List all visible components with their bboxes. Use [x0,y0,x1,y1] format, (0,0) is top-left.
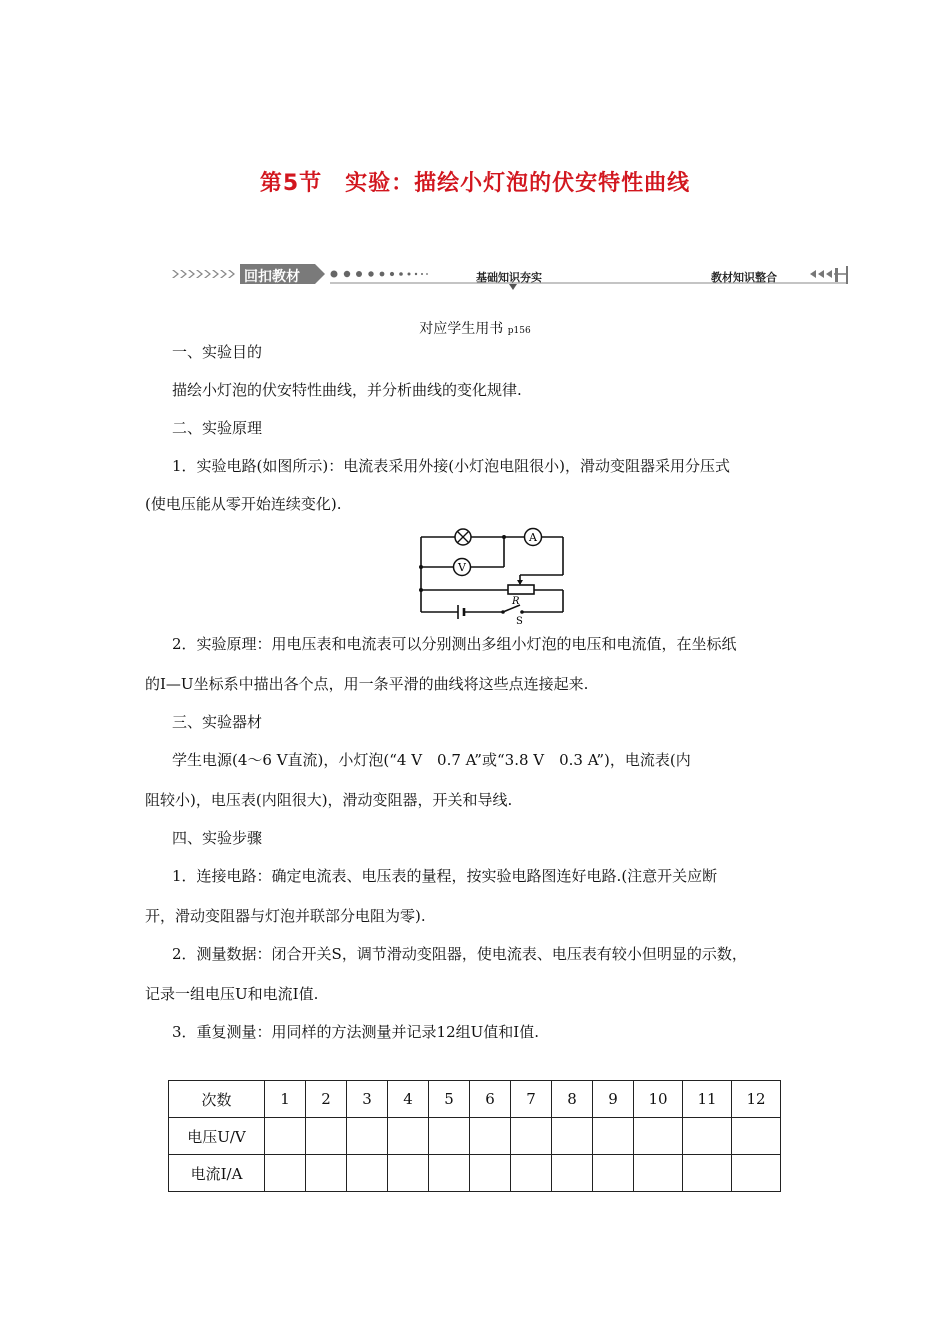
paragraph: 3．重复测量：用同样的方法测量并记录12组U值和I值. [172,1023,539,1041]
section-heading: 三、实验器材 [172,713,263,731]
table-header-cell: 6 [470,1081,511,1118]
paragraph: 2．实验原理：用电压表和电流表可以分别测出多组小灯泡的电压和电流值，在坐标纸 [172,635,737,653]
paragraph: 阻较小)，电压表(内阻很大)，滑动变阻器，开关和导线. [145,791,513,809]
banner-main-label: 回扣教材 [244,269,300,285]
reference-line [0,318,950,338]
row-label-voltage: 电压U/V [169,1118,265,1155]
paragraph: 开，滑动变阻器与灯泡并联部分电阻为零). [145,907,426,925]
table-header-cell: 12 [732,1081,781,1118]
table-header-cell: 11 [683,1081,732,1118]
lamp-icon [455,529,471,545]
table-header-cell: 8 [552,1081,593,1118]
paragraph: 1．连接电路：确定电流表、电压表的量程，按实验电路图连好电路.(注意开关应断 [172,867,718,885]
paragraph: 记录一组电压U和电流I值. [145,985,319,1003]
rheostat-label: R [512,596,520,607]
section-heading: 四、实验步骤 [172,829,263,847]
table-header-cell: 5 [429,1081,470,1118]
table-header-cell: 9 [593,1081,634,1118]
table-header-cell: 4 [388,1081,429,1118]
table-row-current [169,1155,781,1192]
table-header-cell: 7 [511,1081,552,1118]
table-header-cell: 次数 [169,1081,265,1118]
paragraph: 2．测量数据：闭合开关S，调节滑动变阻器，使电流表、电压表有较小但明显的示数， [172,945,747,963]
banner-middle-label: 基础知识夯实 [476,271,542,284]
circuit-diagram [408,526,568,627]
paragraph: 描绘小灯泡的伏安特性曲线，并分析曲线的变化规律. [172,381,522,399]
section-banner [170,262,850,292]
table-header-cell: 10 [634,1081,683,1118]
page-title: 第5节 实验：描绘小灯泡的伏安特性曲线 [259,171,691,196]
table-row-voltage [169,1118,781,1155]
banner-right-label: 教材知识整合 [711,271,777,284]
paragraph: (使电压能从零开始连续变化). [145,495,342,513]
table-header-cell: 1 [265,1081,306,1118]
ammeter-label: A [529,531,537,544]
data-table [168,1080,781,1192]
voltmeter-label: V [458,561,466,574]
paragraph: 的I—U坐标系中描出各个点，用一条平滑的曲线将这些点连接起来. [145,675,589,693]
ammeter-icon [525,529,542,546]
table-header-cell: 2 [306,1081,347,1118]
table-header-row [169,1081,781,1118]
row-label-current: 电流I/A [169,1155,265,1192]
switch-label: S [516,616,523,627]
paragraph: 1．实验电路(如图所示)：电流表采用外接(小灯泡电阻很小)，滑动变阻器采用分压式 [172,457,730,475]
reference-page: p156 [507,326,531,336]
reference-text: 对应学生用书 [419,321,504,337]
section-heading: 一、实验目的 [172,343,263,361]
arrow-left-icon [810,270,832,278]
table-header-cell: 3 [347,1081,388,1118]
dot-trail-icon [331,271,428,278]
arrow-chevrons-icon [172,270,235,278]
voltmeter-icon [454,559,471,576]
section-heading: 二、实验原理 [172,419,263,437]
paragraph: 学生电源(4～6 V直流)，小灯泡(“4 V 0.7 A”或“3.8 V 0.3 A”)，电流表(内 [172,751,691,769]
